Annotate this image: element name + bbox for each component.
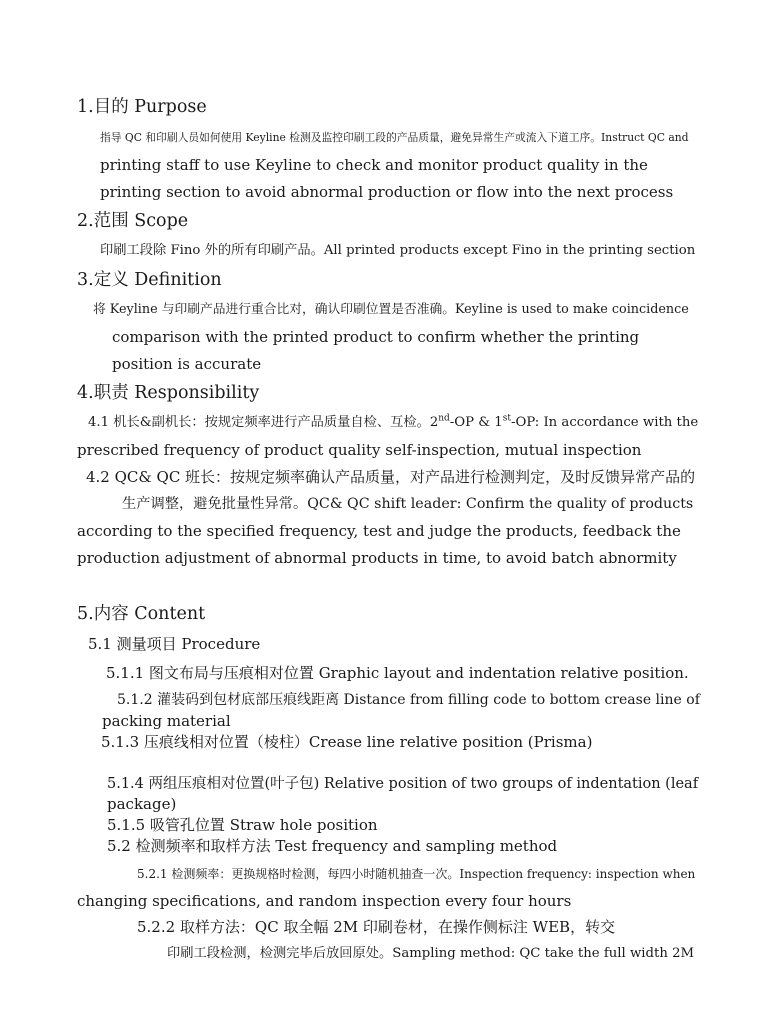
section-5-2-2-line-2-cn: 印刷工段检测，检测完毕后放回原处。 <box>167 946 393 961</box>
section-5-1-3: 5.1.3 压痕线相对位置（棱柱）Crease line relative position (Prisma) <box>101 733 593 751</box>
section-5-1-2-line-1: 5.1.2 灌装码到包材底部压痕线距离 Distance from filling code to bottom crease line of <box>117 692 700 708</box>
section-5-2-1-line-2: changing specifications, and random inspection every four hours <box>77 892 572 910</box>
section-5-1-2-line-2: packing material <box>102 712 231 730</box>
section-5-2-2-line-2 <box>167 944 694 964</box>
r41-sup-nd: nd <box>438 413 450 424</box>
responsibility-4-2-line-3: according to the specified frequency, test and judge the products, feedback the <box>77 522 681 540</box>
r41-text-b: -OP & 1 <box>449 415 503 430</box>
scope-line: 印刷工段除 Fino 外的所有印刷产品。All printed products except Fino in the printing section <box>100 243 696 258</box>
section-5-2: 5.2 检测频率和取样方法 Test frequency and sampling method <box>107 837 558 855</box>
r41-text-a: 4.1 机长&副机长：按规定频率进行产品质量自检、互检。2 <box>88 415 439 430</box>
definition-line-2: comparison with the printed product to confirm whether the printing <box>112 328 640 346</box>
section-5-1: 5.1 测量项目 Procedure <box>88 635 261 653</box>
definition-line-1: 将 Keyline 与印刷产品进行重合比对，确认印刷位置是否准确。Keyline is used to make coincidence <box>93 302 689 317</box>
responsibility-4-2-line-4: production adjustment of abnormal products in time, to avoid batch abnormity <box>77 549 677 567</box>
section-5-1-1: 5.1.1 图文布局与压痕相对位置 Graphic layout and indentation relative position. <box>106 664 689 682</box>
purpose-line-1: 指导 QC 和印刷人员如何使用 Keyline 检测及监控印刷工段的产品质量，避免异常生产或流入下道工序。Instruct QC and <box>100 131 689 144</box>
purpose-heading: 1.目的 Purpose <box>77 97 207 117</box>
scope-heading: 2.范围 Scope <box>77 211 189 231</box>
responsibility-4-1-line-1 <box>88 413 698 433</box>
r41-text-c: -OP: In accordance with the <box>510 415 699 430</box>
responsibility-4-2-line-2: 生产调整，避免批量性异常。QC& QC shift leader: Confirm the quality of products <box>122 496 694 512</box>
section-5-2-2-line-1: 5.2.2 取样方法：QC 取全幅 2M 印刷卷材，在操作侧标注 WEB，转交 <box>137 918 616 936</box>
content-heading: 5.内容 Content <box>77 604 206 624</box>
definition-heading: 3.定义 Definition <box>77 270 222 290</box>
section-5-2-2-line-2-en: Sampling method: QC take the full width 2M <box>392 946 695 961</box>
responsibility-4-2-line-1: 4.2 QC& QC 班长：按规定频率确认产品质量，对产品进行检测判定，及时反馈异常产品的 <box>86 468 696 486</box>
responsibility-heading: 4.职责 Responsibility <box>77 383 260 403</box>
section-5-2-1-line-1: 5.2.1 检测频率：更换规格时检测，每四小时随机抽查一次。Inspection frequency: inspection when <box>137 867 696 881</box>
responsibility-4-1-line-2: prescribed frequency of product quality self-inspection, mutual inspection <box>77 441 642 459</box>
section-5-1-4-line-1: 5.1.4 两组压痕相对位置(叶子包) Relative position of two groups of indentation (leaf <box>107 776 699 792</box>
r41-sup-st: st <box>502 413 511 424</box>
section-5-1-4-line-2: package) <box>107 795 177 813</box>
section-5-1-5: 5.1.5 吸管孔位置 Straw hole position <box>107 816 378 834</box>
definition-line-3: position is accurate <box>112 355 262 373</box>
purpose-line-2: printing staff to use Keyline to check and monitor product quality in the <box>100 156 648 174</box>
purpose-line-3: printing section to avoid abnormal production or flow into the next process <box>100 183 674 201</box>
